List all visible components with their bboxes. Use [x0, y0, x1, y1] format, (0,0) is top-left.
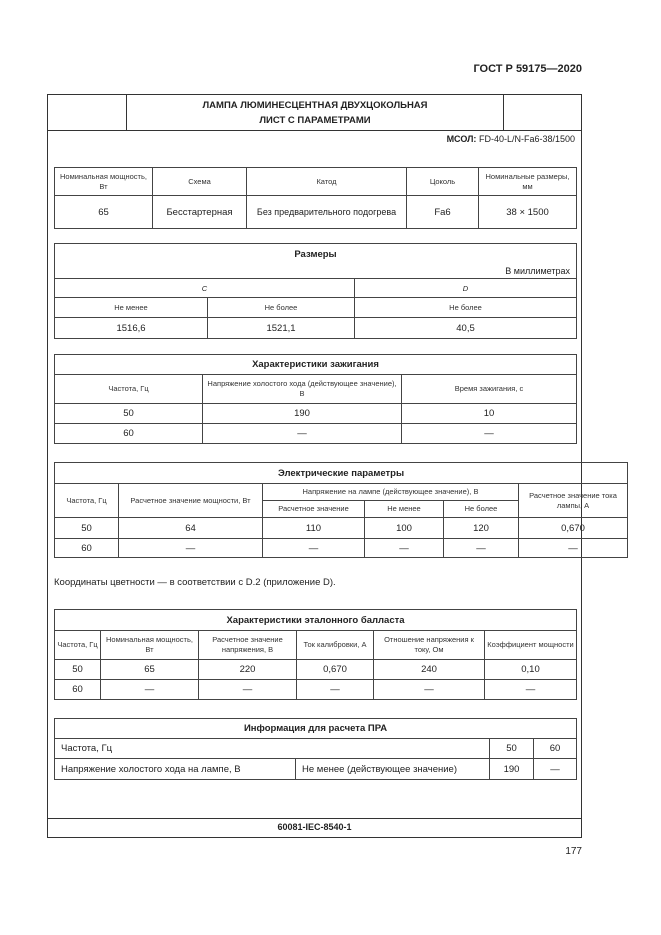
standard-number: ГОСТ Р 59175—2020	[473, 63, 582, 75]
dimension-d-header: D	[355, 279, 577, 298]
pra-cell: 50	[490, 739, 534, 759]
electrical-subheader: Не менее	[365, 501, 444, 518]
summary-header: Номинальные размеры, мм	[479, 168, 577, 196]
ballast-cell: 65	[101, 660, 199, 680]
electrical-cell: —	[444, 539, 519, 558]
ignition-cell: 50	[55, 404, 203, 424]
electrical-cell: —	[263, 539, 365, 558]
footer-code: 60081-IEC-8540-1	[277, 822, 352, 832]
pra-cell: 190	[490, 759, 534, 780]
summary-table	[54, 167, 577, 229]
electrical-subheader: Расчетное значение	[263, 501, 365, 518]
summary-header: Номинальная мощность, Вт	[55, 168, 153, 196]
electrical-header: Расчетное значение мощности, Вт	[119, 484, 263, 518]
chromaticity-note: Координаты цветности — в соответствии с D.2 (приложение D).	[54, 577, 336, 588]
ballast-cell: —	[101, 680, 199, 700]
ballast-cell: —	[297, 680, 374, 700]
ballast-header: Расчетное значение напряжения, В	[199, 631, 297, 660]
ignition-table	[54, 354, 577, 444]
summary-value: 38 × 1500	[479, 196, 577, 229]
electrical-cell: —	[519, 539, 628, 558]
pra-frequency-label: Частота, Гц	[55, 739, 490, 759]
pra-title: Информация для расчета ПРА	[55, 719, 577, 739]
ballast-cell: —	[485, 680, 577, 700]
electrical-cell: 120	[444, 518, 519, 539]
dimension-subheader: Не более	[208, 298, 355, 318]
electrical-cell: 100	[365, 518, 444, 539]
electrical-cell: 60	[55, 539, 119, 558]
electrical-subheader: Не более	[444, 501, 519, 518]
summary-value: Бесстартерная	[153, 196, 247, 229]
sheet-footer	[47, 818, 582, 838]
pra-info-table	[54, 718, 577, 780]
electrical-cell: —	[119, 539, 263, 558]
ballast-cell: 220	[199, 660, 297, 680]
dimension-subheader: Не менее	[55, 298, 208, 318]
summary-value: Без предварительного подогрева	[247, 196, 407, 229]
ballast-table	[54, 609, 577, 700]
ballast-cell: 0,10	[485, 660, 577, 680]
dimension-value: 40,5	[355, 318, 577, 339]
summary-value: Fa6	[407, 196, 479, 229]
electrical-title: Электрические параметры	[55, 463, 628, 484]
electrical-header: Напряжение на лампе (действующее значение), В	[263, 484, 519, 501]
title-line-1: ЛАМПА ЛЮМИНЕСЦЕНТНАЯ ДВУХЦОКОЛЬНАЯ	[202, 100, 428, 111]
pra-voltage-label: Напряжение холостого хода на лампе, В	[55, 759, 296, 780]
dimension-value: 1516,6	[55, 318, 208, 339]
page-number: 177	[565, 846, 582, 857]
mcol-label: МСОЛ:	[446, 134, 477, 144]
dimensions-title: Размеры	[55, 244, 577, 265]
ballast-cell: 60	[55, 680, 101, 700]
ignition-cell: 10	[402, 404, 577, 424]
ballast-cell: 0,670	[297, 660, 374, 680]
summary-header: Схема	[153, 168, 247, 196]
sheet-title	[127, 98, 503, 128]
electrical-cell: 110	[263, 518, 365, 539]
electrical-cell: —	[365, 539, 444, 558]
ignition-header: Время зажигания, с	[402, 375, 577, 404]
pra-cell: —	[534, 759, 577, 780]
summary-value: 65	[55, 196, 153, 229]
ballast-cell: —	[199, 680, 297, 700]
ballast-header: Ток калибровки, А	[297, 631, 374, 660]
ballast-cell: 240	[374, 660, 485, 680]
summary-header: Катод	[247, 168, 407, 196]
title-line-2: ЛИСТ С ПАРАМЕТРАМИ	[259, 115, 371, 126]
dimension-value: 1521,1	[208, 318, 355, 339]
ballast-cell: —	[374, 680, 485, 700]
ignition-header: Напряжение холостого хода (действующее значение), В	[203, 375, 402, 404]
electrical-header: Расчетное значение тока лампы, А	[519, 484, 628, 518]
ignition-title: Характеристики зажигания	[55, 355, 577, 375]
ballast-cell: 50	[55, 660, 101, 680]
electrical-cell: 64	[119, 518, 263, 539]
electrical-cell: 0,670	[519, 518, 628, 539]
ignition-cell: —	[203, 424, 402, 444]
electrical-table	[54, 462, 628, 558]
mcol-value: FD-40-L/N-Fa6-38/1500	[478, 134, 575, 144]
dimensions-unit: В миллиметрах	[55, 265, 577, 279]
dimension-subheader: Не более	[355, 298, 577, 318]
mcol-designation	[330, 134, 575, 144]
dimension-c-header: C	[55, 279, 355, 298]
ballast-header: Отношение напряжения к току, Ом	[374, 631, 485, 660]
electrical-header: Частота, Гц	[55, 484, 119, 518]
ballast-title: Характеристики эталонного балласта	[55, 610, 577, 631]
ignition-cell: 60	[55, 424, 203, 444]
ignition-cell: 190	[203, 404, 402, 424]
ignition-header: Частота, Гц	[55, 375, 203, 404]
dimensions-table	[54, 243, 577, 339]
ballast-header: Коэффициент мощности	[485, 631, 577, 660]
ballast-header: Номинальная мощность, Вт	[101, 631, 199, 660]
electrical-cell: 50	[55, 518, 119, 539]
pra-voltage-condition: Не менее (действующее значение)	[296, 759, 490, 780]
ignition-cell: —	[402, 424, 577, 444]
pra-cell: 60	[534, 739, 577, 759]
ballast-header: Частота, Гц	[55, 631, 101, 660]
summary-header: Цоколь	[407, 168, 479, 196]
